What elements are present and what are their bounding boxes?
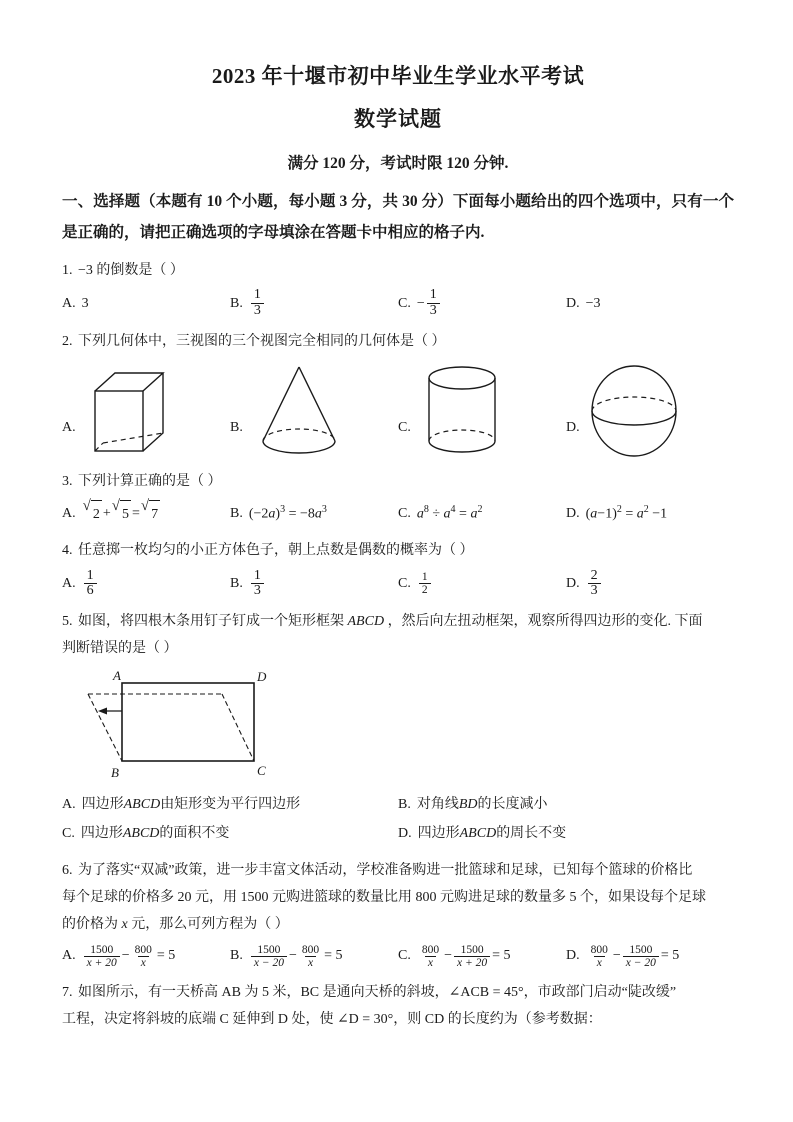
option-a-fraction-1 bbox=[84, 944, 120, 969]
option-c-fraction-2 bbox=[454, 944, 490, 969]
section-heading: 一、选择题（本题有 10 个小题，每小题 3 分，共 30 分）下面每小题给出的四个选项中，只有一个是正确的，请把正确选项的字母填涂在答题卡中相应的格子内. bbox=[62, 193, 734, 241]
numerator: 800 bbox=[421, 943, 440, 956]
option-c-text-post: 的面积不变 bbox=[159, 826, 230, 842]
option-d[interactable] bbox=[566, 569, 734, 599]
figure-option-d[interactable] bbox=[566, 361, 734, 459]
option-b-label: B. bbox=[230, 295, 243, 311]
denominator: 2 bbox=[419, 583, 431, 596]
question-3-stem bbox=[62, 468, 734, 495]
denominator: 3 bbox=[427, 303, 440, 319]
question-1-stem bbox=[62, 257, 734, 284]
question-6-stem-line3 bbox=[62, 911, 734, 938]
option-c[interactable] bbox=[398, 499, 566, 528]
question-5-options-row1 bbox=[62, 791, 734, 818]
question-5-number: 5. bbox=[62, 614, 73, 630]
option-b[interactable] bbox=[230, 288, 398, 318]
option-a-fraction bbox=[84, 569, 97, 599]
question-7-text-1: 如图所示，有一天桥高 AB 为 5 米，BC 是通向天桥的斜坡，∠ACB = 45°，市政部门启动“陡改缓” bbox=[78, 984, 677, 1000]
question-6-variable: x bbox=[121, 917, 128, 933]
question-5-options-row2 bbox=[62, 820, 734, 847]
numerator: 1500 bbox=[629, 943, 653, 956]
vertex-label-a: A bbox=[113, 667, 121, 683]
option-d-expression: $(a-1)^2 = a^2 -1$ bbox=[585, 503, 668, 522]
option-a-label: A. bbox=[62, 419, 76, 435]
option-b-text-post: 的长度减小 bbox=[477, 796, 548, 812]
option-d[interactable] bbox=[398, 820, 734, 847]
question-4-options bbox=[62, 569, 734, 599]
denominator: x + 20 bbox=[84, 956, 120, 969]
question-7 bbox=[62, 979, 734, 1034]
option-a-equals: = 5 bbox=[156, 948, 176, 964]
question-6 bbox=[62, 857, 734, 970]
denominator: x bbox=[425, 956, 436, 969]
option-d-fraction-1 bbox=[588, 944, 611, 969]
left-arrow-icon bbox=[98, 707, 107, 714]
option-c-label: C. bbox=[398, 948, 411, 964]
option-d-label: D. bbox=[566, 295, 580, 311]
vertex-label-d: D bbox=[257, 668, 267, 684]
page-content bbox=[62, 0, 734, 1033]
option-c-label: C. bbox=[398, 576, 411, 592]
option-a-fraction-2 bbox=[132, 944, 155, 969]
question-6-options bbox=[62, 942, 734, 969]
option-b-expression: $(-2a)^3 = -8a^3$ bbox=[248, 503, 327, 522]
option-c-quad: ABCD bbox=[122, 826, 160, 842]
option-c-label: C. bbox=[398, 419, 411, 435]
numerator: 2 bbox=[590, 567, 598, 583]
rectangle-frame-diagram bbox=[76, 667, 291, 779]
numerator: 1500 bbox=[90, 943, 114, 956]
option-d[interactable] bbox=[566, 288, 734, 318]
option-b[interactable] bbox=[230, 569, 398, 599]
figure-option-b[interactable] bbox=[230, 361, 398, 459]
option-b-label: B. bbox=[230, 948, 243, 964]
option-b-diagonal: BD bbox=[458, 796, 478, 812]
question-5-text-b: ，然后向左扭动框架，观察所得四边形的变化. 下面 bbox=[387, 614, 703, 630]
option-c[interactable] bbox=[398, 569, 566, 599]
option-d-fraction bbox=[588, 569, 601, 599]
question-3 bbox=[62, 468, 734, 529]
option-a-quad: ABCD bbox=[123, 796, 161, 812]
question-1 bbox=[62, 257, 734, 319]
denominator: x bbox=[138, 956, 149, 969]
question-4-number: 4. bbox=[62, 543, 73, 559]
option-c-equals: = 5 bbox=[492, 948, 511, 964]
option-c-label: C. bbox=[398, 295, 411, 311]
option-c-expression: $a^8 \div a^4 = a^2$ bbox=[416, 503, 483, 522]
option-b-operator: − bbox=[288, 948, 297, 964]
question-1-number: 1. bbox=[62, 262, 73, 278]
option-b-equals: = 5 bbox=[324, 948, 343, 964]
question-6-text-1: 为了落实“双减”政策，进一步丰富文体活动，学校准备购进一批篮球和足球，已知每个篮球的价格比 bbox=[78, 862, 693, 878]
question-3-number: 3. bbox=[62, 473, 73, 489]
option-a-text-pre: 四边形 bbox=[81, 796, 124, 812]
numerator: 1 bbox=[421, 571, 428, 584]
option-a-label: A. bbox=[62, 576, 76, 592]
option-d-quad: ABCD bbox=[459, 826, 497, 842]
cone-icon bbox=[249, 361, 349, 459]
exam-info: 满分 120 分，考试时限 120 分钟. bbox=[287, 155, 509, 173]
question-2-figures bbox=[62, 361, 734, 459]
option-b-label: B. bbox=[398, 796, 411, 812]
question-6-stem-line1 bbox=[62, 857, 734, 884]
option-c-fraction-1 bbox=[419, 944, 442, 969]
option-b-fraction bbox=[251, 288, 264, 318]
option-a-label: A. bbox=[62, 948, 76, 964]
question-5 bbox=[62, 608, 734, 847]
numerator: 800 bbox=[301, 943, 320, 956]
question-1-text: 的倒数是（ ） bbox=[96, 262, 184, 278]
figure-option-a[interactable] bbox=[62, 363, 230, 459]
option-d-label: D. bbox=[398, 826, 412, 842]
question-6-number: 6. bbox=[62, 862, 73, 878]
question-6-text-3b: 元，那么可列方程为（ ） bbox=[131, 917, 289, 933]
denominator: x bbox=[305, 956, 316, 969]
vertex-label-b: B bbox=[111, 764, 119, 779]
option-a-value: 3 bbox=[81, 295, 89, 311]
option-d[interactable] bbox=[566, 499, 734, 528]
question-4-text: 任意掷一枚均匀的小正方体色子，朝上点数是偶数的概率为（ ） bbox=[78, 543, 474, 559]
question-5-quad-label: ABCD bbox=[347, 614, 385, 630]
denominator: 6 bbox=[84, 583, 97, 599]
option-b-label: B. bbox=[230, 576, 243, 592]
option-c[interactable] bbox=[62, 820, 398, 847]
option-d-label: D. bbox=[566, 419, 580, 435]
numerator: 1 bbox=[253, 567, 261, 583]
option-b-text-pre: 对角线 bbox=[416, 796, 459, 812]
denominator: x − 20 bbox=[623, 956, 659, 969]
option-c-fraction bbox=[427, 288, 440, 318]
option-d-text-post: 的周长不变 bbox=[496, 826, 567, 842]
option-d[interactable] bbox=[566, 942, 734, 969]
option-c-text-pre: 四边形 bbox=[80, 826, 123, 842]
question-5-stem-line2: 判断错误的是（ ） bbox=[62, 641, 178, 657]
option-b-fraction-2 bbox=[299, 944, 322, 969]
sphere-icon bbox=[586, 361, 682, 459]
numerator: 1500 bbox=[460, 943, 484, 956]
numerator: 1 bbox=[86, 567, 94, 583]
question-2-stem bbox=[62, 328, 734, 355]
question-5-figure bbox=[76, 667, 734, 789]
option-a[interactable] bbox=[62, 499, 230, 528]
figure-option-c[interactable] bbox=[398, 361, 566, 459]
numerator: 1500 bbox=[257, 943, 281, 956]
numerator: 800 bbox=[590, 943, 608, 956]
denominator: x + 20 bbox=[454, 956, 490, 969]
question-7-stem-line2: 工程，决定将斜坡的底端 C 延伸到 D 处，使 ∠D = 30°，则 CD 的长度约为（参考数据： bbox=[62, 1012, 602, 1028]
option-b[interactable] bbox=[230, 499, 398, 528]
option-c[interactable] bbox=[398, 288, 566, 318]
question-7-number: 7. bbox=[62, 984, 73, 1000]
cuboid-icon bbox=[82, 363, 174, 459]
option-c-operator: − bbox=[444, 948, 452, 964]
option-b-fraction bbox=[251, 569, 264, 599]
option-b-fraction-1 bbox=[251, 944, 287, 969]
option-d-equals: = 5 bbox=[660, 948, 680, 964]
option-a-label: A. bbox=[62, 295, 76, 311]
option-d-fraction-2 bbox=[623, 944, 659, 969]
numerator: 1 bbox=[253, 287, 261, 303]
option-a[interactable] bbox=[62, 288, 230, 318]
denominator: 3 bbox=[251, 303, 264, 319]
option-c-label: C. bbox=[62, 826, 75, 842]
denominator: 3 bbox=[251, 583, 264, 599]
question-6-text-3a: 的价格为 bbox=[62, 917, 118, 933]
option-c-label: C. bbox=[398, 506, 411, 522]
question-7-stem-line1 bbox=[62, 979, 734, 1006]
option-b-label: B. bbox=[230, 506, 243, 522]
option-a[interactable] bbox=[62, 942, 230, 969]
option-a-text-post: 由矩形变为平行四边形 bbox=[160, 796, 301, 812]
question-1-value: −3 bbox=[78, 262, 93, 278]
question-4 bbox=[62, 537, 734, 599]
numerator: 1 bbox=[429, 287, 437, 303]
denominator: 3 bbox=[588, 583, 601, 599]
denominator: x bbox=[594, 956, 605, 969]
option-d-label: D. bbox=[566, 948, 580, 964]
question-5-text-a: 如图，将四根木条用钉子钉成一个矩形框架 bbox=[78, 614, 344, 630]
question-3-text: 下列计算正确的是（ ） bbox=[78, 473, 222, 489]
option-a-expression: √ 2 + √ 5 = √ 7 bbox=[82, 499, 162, 528]
option-d-text-pre: 四边形 bbox=[417, 826, 460, 842]
question-4-stem bbox=[62, 537, 734, 564]
option-b[interactable] bbox=[398, 791, 734, 818]
question-1-options bbox=[62, 288, 734, 318]
question-2-text: 下列几何体中，三视图的三个视图完全相同的几何体是（ ） bbox=[78, 333, 446, 349]
option-a-operator: − bbox=[121, 948, 130, 964]
vertex-label-c: C bbox=[257, 762, 266, 778]
numerator: 800 bbox=[134, 943, 152, 956]
question-2 bbox=[62, 328, 734, 459]
option-a[interactable] bbox=[62, 569, 230, 599]
page-title: 2023 年十堰市初中毕业生学业水平考试 bbox=[211, 64, 585, 88]
option-d-label: D. bbox=[566, 506, 580, 522]
option-c-fraction bbox=[419, 571, 431, 596]
option-d-value: −3 bbox=[585, 295, 601, 311]
option-a-label: A. bbox=[62, 796, 76, 812]
option-c[interactable] bbox=[398, 942, 566, 969]
option-d-operator: − bbox=[612, 948, 621, 964]
cylinder-icon bbox=[417, 361, 507, 459]
question-6-stem-line2: 每个足球的价格多 20 元，用 1500 元购进篮球的数量比用 800 元购进足球的数量多 5 个，如果设每个足球 bbox=[62, 889, 706, 905]
option-b[interactable] bbox=[230, 942, 398, 969]
question-3-options bbox=[62, 499, 734, 528]
option-a-label: A. bbox=[62, 506, 76, 522]
question-2-number: 2. bbox=[62, 333, 73, 349]
option-a[interactable] bbox=[62, 791, 398, 818]
subject-title: 数学试题 bbox=[354, 107, 442, 132]
option-b-label: B. bbox=[230, 419, 243, 435]
denominator: x − 20 bbox=[251, 956, 287, 969]
option-c-sign: − bbox=[416, 295, 425, 311]
option-d-label: D. bbox=[566, 576, 580, 592]
question-5-stem bbox=[62, 608, 734, 635]
